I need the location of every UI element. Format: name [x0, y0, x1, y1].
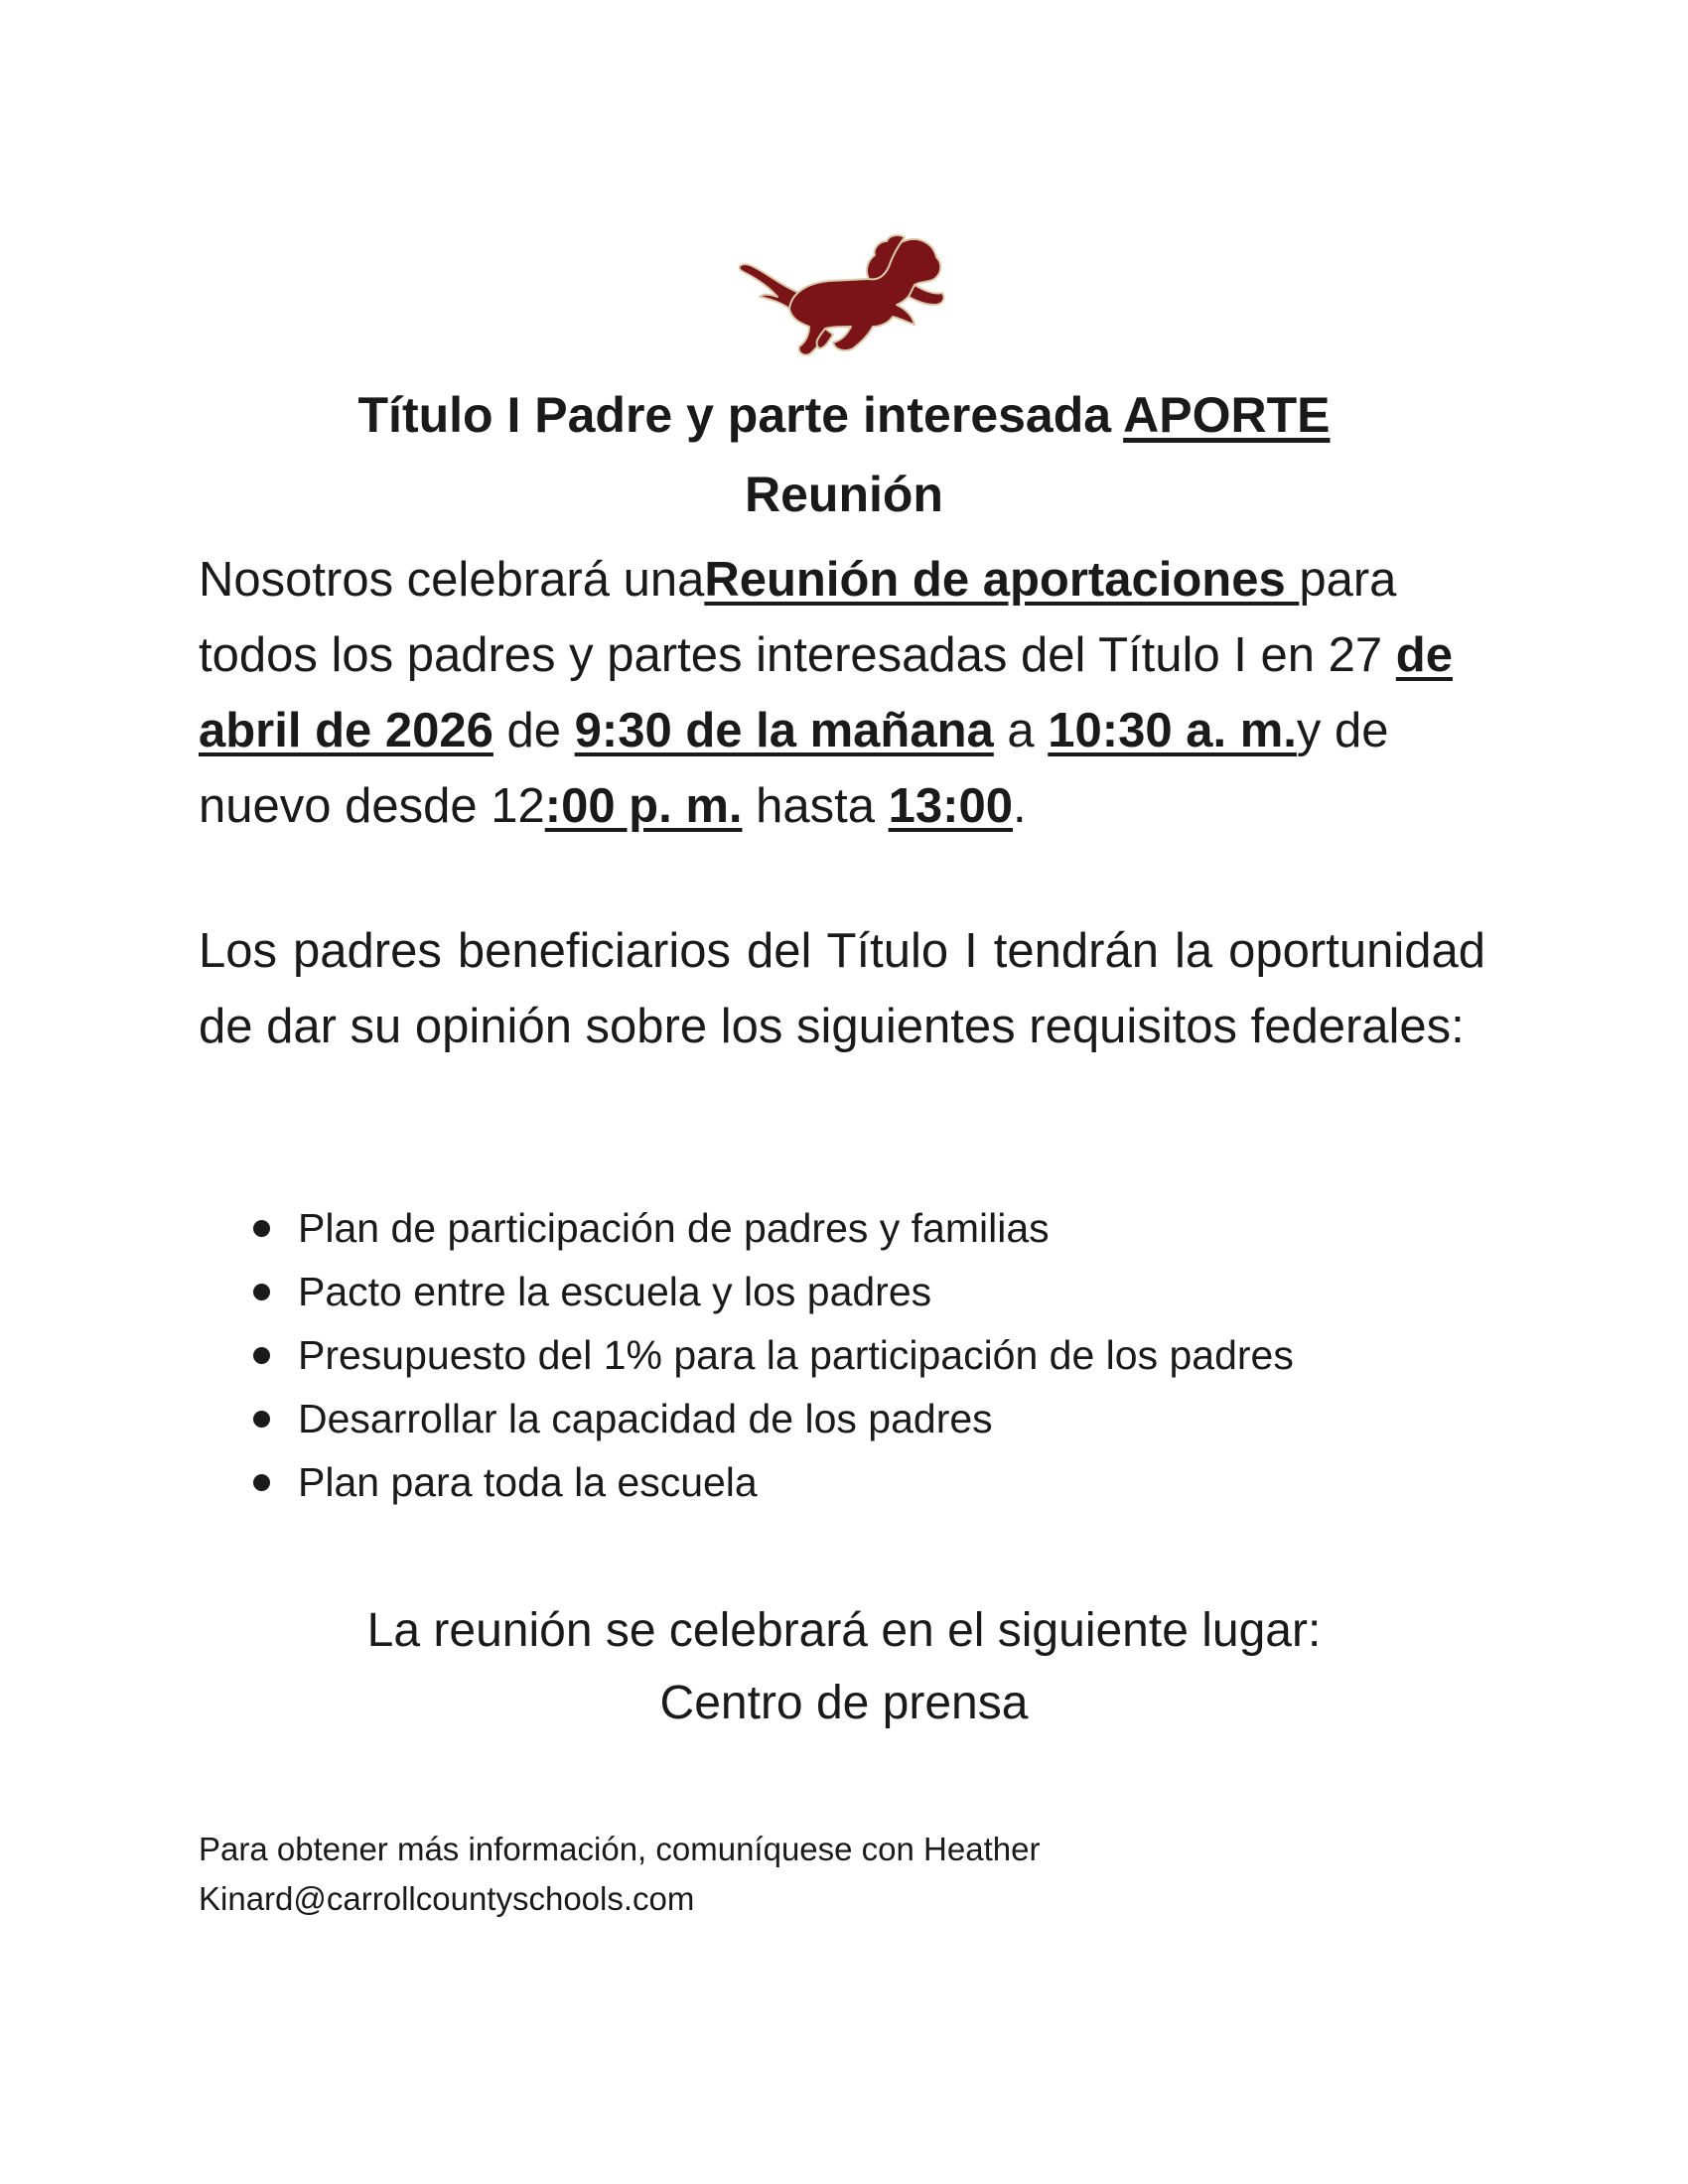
requirement-text: Presupuesto del 1% para la participación de los padres — [298, 1332, 1294, 1378]
list-item — [248, 1260, 1294, 1323]
meeting-date: de abril de 2026 — [199, 628, 1453, 757]
intro-text-6: hasta — [742, 779, 889, 833]
bullet-icon — [253, 1220, 270, 1237]
opportunity-paragraph: Los padres beneficiarios del Título I tendrán la oportunidad de dar su opinión sobre los siguientes requisitos federales: — [199, 924, 1485, 1053]
bullet-icon — [253, 1284, 270, 1300]
meeting-end-time-1: 10:30 a. m. — [1048, 704, 1297, 757]
requirement-text: Plan para toda la escuela — [298, 1459, 758, 1505]
requirement-text: Plan de participación de padres y familias — [298, 1205, 1050, 1251]
location-place: Centro de prensa — [659, 1677, 1029, 1729]
intro-text-2: para todos los padres y partes interesadas del Título I en 27 — [199, 553, 1397, 682]
intro-paragraph — [199, 542, 1485, 844]
title-emphasis: APORTE — [1123, 387, 1331, 443]
lion-logo-icon — [730, 223, 958, 362]
contact-line: Para obtener más información, comuníquese con Heather — [199, 1831, 1041, 1867]
page-title — [0, 375, 1688, 455]
intro-text-7: . — [1012, 779, 1027, 833]
list-item — [248, 1196, 1294, 1260]
meeting-start-time-2: :00 p. m. — [544, 779, 743, 833]
list-item — [248, 1323, 1294, 1387]
contact-info — [199, 1825, 1040, 1924]
bullet-icon — [253, 1411, 270, 1428]
contact-email[interactable]: Kinard@carrollcountyschools.com — [199, 1880, 695, 1917]
intro-text-1: Nosotros celebrará una — [199, 553, 705, 607]
bullet-icon — [253, 1347, 270, 1364]
meeting-end-time-2: 13:00 — [888, 779, 1013, 833]
intro-text-4: a — [993, 704, 1049, 757]
requirement-text: Desarrollar la capacidad de los padres — [298, 1396, 993, 1441]
page-title-line2: Reunión — [745, 467, 943, 522]
intro-text-5: y de nuevo desde 12 — [199, 704, 1389, 833]
list-item — [248, 1450, 1294, 1514]
intro-meeting-name: Reunión de aportaciones — [704, 553, 1300, 607]
list-item — [248, 1387, 1294, 1450]
intro-text-3: de — [492, 704, 575, 757]
bullet-icon — [253, 1474, 270, 1491]
location-label: La reunión se celebrará en el siguiente lugar: — [366, 1604, 1322, 1657]
meeting-start-time-1: 9:30 de la mañana — [574, 704, 994, 757]
requirement-text: Pacto entre la escuela y los padres — [298, 1269, 932, 1314]
title-prefix: Título I Padre y parte interesada — [357, 387, 1124, 443]
requirements-list — [248, 1196, 1294, 1514]
